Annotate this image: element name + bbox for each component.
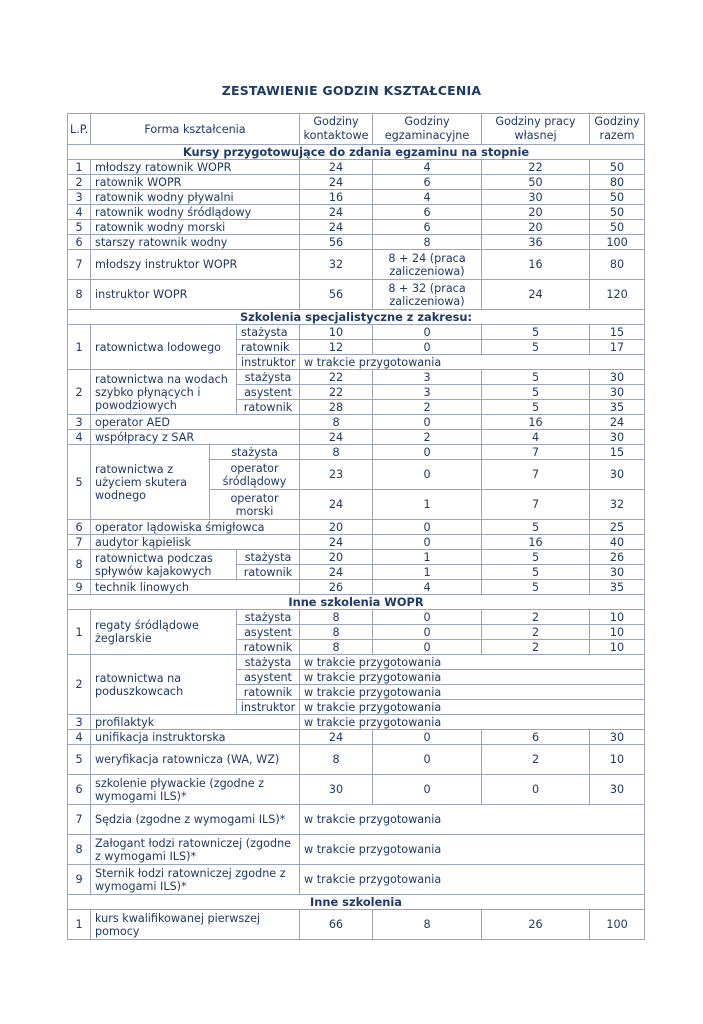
cell-razem: 35 xyxy=(590,580,645,595)
table-row xyxy=(68,805,645,835)
cell-wlasnej: 16 xyxy=(482,415,590,430)
table-row xyxy=(68,865,645,895)
section-title: Szkolenia specjalistyczne z zakresu: xyxy=(68,310,645,325)
cell-razem: 30 xyxy=(590,460,645,490)
table-row xyxy=(68,535,645,550)
row-lp: 9 xyxy=(68,580,91,595)
table-row xyxy=(68,370,645,385)
row-lp: 2 xyxy=(68,175,91,190)
cell-razem: 35 xyxy=(590,400,645,415)
wip-status: w trakcie przygotowania xyxy=(300,355,645,370)
cell-razem: 15 xyxy=(590,325,645,340)
table-row xyxy=(68,775,645,805)
row-lp: 6 xyxy=(68,520,91,535)
cell-egzaminacyjne: 4 xyxy=(373,190,482,205)
cell-razem: 30 xyxy=(590,430,645,445)
cell-kontaktowe: 16 xyxy=(300,190,373,205)
cell-egzaminacyjne: 1 xyxy=(373,490,482,520)
cell-razem: 30 xyxy=(590,370,645,385)
row-lp: 6 xyxy=(68,775,91,805)
cell-wlasnej: 50 xyxy=(482,175,590,190)
row-name: Sternik łodzi ratowniczej zgodne z wymogami ILS)* xyxy=(91,865,300,895)
row-name: młodszy ratownik WOPR xyxy=(91,160,300,175)
cell-egzaminacyjne: 4 xyxy=(373,160,482,175)
cell-wlasnej: 16 xyxy=(482,250,590,280)
row-name: audytor kąpielisk xyxy=(91,535,300,550)
cell-wlasnej: 5 xyxy=(482,325,590,340)
cell-egzaminacyjne: 0 xyxy=(373,610,482,625)
row-lp: 3 xyxy=(68,415,91,430)
cell-wlasnej: 5 xyxy=(482,520,590,535)
cell-egzaminacyjne: 0 xyxy=(373,520,482,535)
cell-kontaktowe: 8 xyxy=(300,445,373,460)
cell-egzaminacyjne: 6 xyxy=(373,175,482,190)
cell-kontaktowe: 26 xyxy=(300,580,373,595)
cell-egzaminacyjne: 2 xyxy=(373,400,482,415)
row-lp: 7 xyxy=(68,250,91,280)
header-lp: L.P. xyxy=(68,114,91,145)
cell-kontaktowe: 8 xyxy=(300,745,373,775)
cell-wlasnej: 2 xyxy=(482,640,590,655)
cell-wlasnej: 5 xyxy=(482,565,590,580)
sub-role: operator morski xyxy=(210,490,300,520)
cell-wlasnej: 16 xyxy=(482,535,590,550)
cell-egzaminacyjne: 1 xyxy=(373,565,482,580)
table-row xyxy=(68,520,645,535)
sub-role: stażysta xyxy=(237,370,300,385)
row-name: młodszy instruktor WOPR xyxy=(91,250,300,280)
table-row xyxy=(68,175,645,190)
cell-kontaktowe: 24 xyxy=(300,490,373,520)
cell-kontaktowe: 24 xyxy=(300,220,373,235)
row-lp: 1 xyxy=(68,160,91,175)
cell-razem: 50 xyxy=(590,205,645,220)
row-name: operator AED xyxy=(91,415,300,430)
cell-kontaktowe: 22 xyxy=(300,385,373,400)
row-lp: 3 xyxy=(68,190,91,205)
cell-egzaminacyjne: 8 + 32 (praca zaliczeniowa) xyxy=(373,280,482,310)
table-row xyxy=(68,430,645,445)
cell-kontaktowe: 66 xyxy=(300,910,373,940)
wip-status: w trakcie przygotowania xyxy=(300,655,645,670)
cell-razem: 17 xyxy=(590,340,645,355)
cell-kontaktowe: 24 xyxy=(300,430,373,445)
wip-status: w trakcie przygotowania xyxy=(300,865,645,895)
sub-role: stażysta xyxy=(237,325,300,340)
cell-razem: 30 xyxy=(590,385,645,400)
row-lp: 1 xyxy=(68,610,91,655)
wip-status: w trakcie przygotowania xyxy=(300,700,645,715)
cell-egzaminacyjne: 8 xyxy=(373,910,482,940)
cell-egzaminacyjne: 0 xyxy=(373,640,482,655)
wip-status: w trakcie przygotowania xyxy=(300,835,645,865)
row-name: unifikacja instruktorska xyxy=(91,730,300,745)
cell-razem: 10 xyxy=(590,640,645,655)
cell-kontaktowe: 32 xyxy=(300,250,373,280)
cell-kontaktowe: 20 xyxy=(300,550,373,565)
cell-wlasnej: 36 xyxy=(482,235,590,250)
row-name: ratownictwa z użyciem skutera wodnego xyxy=(91,445,210,520)
cell-egzaminacyjne: 1 xyxy=(373,550,482,565)
cell-wlasnej: 5 xyxy=(482,385,590,400)
cell-kontaktowe: 10 xyxy=(300,325,373,340)
cell-egzaminacyjne: 0 xyxy=(373,460,482,490)
cell-wlasnej: 20 xyxy=(482,205,590,220)
cell-razem: 80 xyxy=(590,175,645,190)
cell-razem: 50 xyxy=(590,190,645,205)
row-name: ratownictwa lodowego xyxy=(91,325,237,370)
sub-role: instruktor xyxy=(237,355,300,370)
row-lp: 3 xyxy=(68,715,91,730)
cell-razem: 26 xyxy=(590,550,645,565)
cell-wlasnej: 4 xyxy=(482,430,590,445)
cell-wlasnej: 20 xyxy=(482,220,590,235)
sub-role: asystent xyxy=(237,385,300,400)
table-row xyxy=(68,550,645,565)
cell-razem: 120 xyxy=(590,280,645,310)
cell-razem: 40 xyxy=(590,535,645,550)
hours-table xyxy=(67,113,645,940)
cell-wlasnej: 26 xyxy=(482,910,590,940)
table-row xyxy=(68,220,645,235)
row-name: ratownik WOPR xyxy=(91,175,300,190)
table-row xyxy=(68,445,645,460)
wip-status: w trakcie przygotowania xyxy=(300,805,645,835)
cell-kontaktowe: 30 xyxy=(300,775,373,805)
cell-kontaktowe: 8 xyxy=(300,610,373,625)
sub-role: ratownik xyxy=(237,640,300,655)
row-lp: 7 xyxy=(68,805,91,835)
sub-role: ratownik xyxy=(237,565,300,580)
row-name: ratownictwa podczas spływów kajakowych xyxy=(91,550,237,580)
cell-egzaminacyjne: 8 + 24 (praca zaliczeniowa) xyxy=(373,250,482,280)
cell-kontaktowe: 8 xyxy=(300,640,373,655)
sub-role: stażysta xyxy=(237,655,300,670)
table-row xyxy=(68,910,645,940)
cell-wlasnej: 5 xyxy=(482,400,590,415)
row-lp: 9 xyxy=(68,865,91,895)
cell-kontaktowe: 23 xyxy=(300,460,373,490)
row-lp: 8 xyxy=(68,835,91,865)
table-row xyxy=(68,655,645,670)
cell-egzaminacyjne: 0 xyxy=(373,775,482,805)
sub-role: asystent xyxy=(237,625,300,640)
cell-razem: 32 xyxy=(590,490,645,520)
table-row xyxy=(68,190,645,205)
row-lp: 4 xyxy=(68,205,91,220)
cell-egzaminacyjne: 0 xyxy=(373,340,482,355)
document-title: ZESTAWIENIE GODZIN KSZTAŁCENIA xyxy=(221,83,482,98)
wip-status: w trakcie przygotowania xyxy=(300,715,645,730)
cell-egzaminacyjne: 3 xyxy=(373,370,482,385)
table-row xyxy=(68,280,645,310)
cell-kontaktowe: 8 xyxy=(300,415,373,430)
cell-kontaktowe: 24 xyxy=(300,205,373,220)
cell-razem: 80 xyxy=(590,250,645,280)
sub-role: ratownik xyxy=(237,400,300,415)
header-wlasnej: Godziny pracy własnej xyxy=(482,114,590,145)
cell-wlasnej: 0 xyxy=(482,775,590,805)
cell-egzaminacyjne: 6 xyxy=(373,205,482,220)
table-row xyxy=(68,205,645,220)
row-name: Załogant łodzi ratowniczej (zgodne z wymogami ILS)* xyxy=(91,835,300,865)
cell-egzaminacyjne: 6 xyxy=(373,220,482,235)
cell-kontaktowe: 20 xyxy=(300,520,373,535)
cell-egzaminacyjne: 3 xyxy=(373,385,482,400)
table-row xyxy=(68,730,645,745)
cell-wlasnej: 7 xyxy=(482,490,590,520)
cell-razem: 10 xyxy=(590,745,645,775)
row-lp: 5 xyxy=(68,445,91,520)
table-row xyxy=(68,715,645,730)
row-name: weryfikacja ratownicza (WA, WZ) xyxy=(91,745,300,775)
cell-egzaminacyjne: 0 xyxy=(373,625,482,640)
cell-razem: 50 xyxy=(590,160,645,175)
cell-razem: 50 xyxy=(590,220,645,235)
section-title: Kursy przygotowujące do zdania egzaminu na stopnie xyxy=(68,145,645,160)
sub-role: ratownik xyxy=(237,340,300,355)
cell-wlasnej: 30 xyxy=(482,190,590,205)
row-name: regaty śródlądowe żeglarskie xyxy=(91,610,237,655)
sub-role: operator śródlądowy xyxy=(210,460,300,490)
cell-razem: 25 xyxy=(590,520,645,535)
cell-razem: 100 xyxy=(590,235,645,250)
cell-egzaminacyjne: 2 xyxy=(373,430,482,445)
cell-razem: 100 xyxy=(590,910,645,940)
cell-razem: 30 xyxy=(590,730,645,745)
cell-wlasnej: 2 xyxy=(482,625,590,640)
section-title: Inne szkolenia xyxy=(68,895,645,910)
table-row xyxy=(68,235,645,250)
cell-razem: 10 xyxy=(590,625,645,640)
sub-role: ratownik xyxy=(237,685,300,700)
header-row xyxy=(68,114,645,145)
table-row xyxy=(68,610,645,625)
row-name: Sędzia (zgodne z wymogami ILS)* xyxy=(91,805,300,835)
sub-role: stażysta xyxy=(237,610,300,625)
row-lp: 1 xyxy=(68,325,91,370)
row-name: kurs kwalifikowanej pierwszej pomocy xyxy=(91,910,300,940)
wip-status: w trakcie przygotowania xyxy=(300,670,645,685)
table-row xyxy=(68,325,645,340)
cell-egzaminacyjne: 0 xyxy=(373,415,482,430)
header-forma: Forma kształcenia xyxy=(91,114,300,145)
table-row xyxy=(68,250,645,280)
table-row xyxy=(68,580,645,595)
row-lp: 7 xyxy=(68,535,91,550)
row-lp: 8 xyxy=(68,550,91,580)
wip-status: w trakcie przygotowania xyxy=(300,685,645,700)
cell-razem: 24 xyxy=(590,415,645,430)
cell-kontaktowe: 24 xyxy=(300,160,373,175)
row-name: ratownictwa na poduszkowcach xyxy=(91,655,237,715)
row-name: operator lądowiska śmigłowca xyxy=(91,520,300,535)
cell-egzaminacyjne: 4 xyxy=(373,580,482,595)
row-lp: 5 xyxy=(68,745,91,775)
row-lp: 4 xyxy=(68,430,91,445)
table-row xyxy=(68,415,645,430)
cell-wlasnej: 22 xyxy=(482,160,590,175)
cell-razem: 15 xyxy=(590,445,645,460)
header-egzaminacyjne: Godziny egzaminacyjne xyxy=(373,114,482,145)
cell-razem: 10 xyxy=(590,610,645,625)
cell-kontaktowe: 12 xyxy=(300,340,373,355)
cell-wlasnej: 2 xyxy=(482,610,590,625)
cell-kontaktowe: 28 xyxy=(300,400,373,415)
row-name: szkolenie pływackie (zgodne z wymogami ILS)* xyxy=(91,775,300,805)
cell-wlasnej: 24 xyxy=(482,280,590,310)
table-row xyxy=(68,160,645,175)
header-razem: Godziny razem xyxy=(590,114,645,145)
section-title: Inne szkolenia WOPR xyxy=(68,595,645,610)
cell-wlasnej: 7 xyxy=(482,445,590,460)
cell-egzaminacyjne: 8 xyxy=(373,235,482,250)
cell-wlasnej: 2 xyxy=(482,745,590,775)
cell-wlasnej: 7 xyxy=(482,460,590,490)
sub-role: stażysta xyxy=(210,445,300,460)
cell-wlasnej: 6 xyxy=(482,730,590,745)
cell-razem: 30 xyxy=(590,565,645,580)
row-name: ratownik wodny morski xyxy=(91,220,300,235)
row-name: ratownictwa na wodach szybko płynących i powodziowych xyxy=(91,370,237,415)
cell-kontaktowe: 24 xyxy=(300,175,373,190)
cell-kontaktowe: 22 xyxy=(300,370,373,385)
row-lp: 2 xyxy=(68,655,91,715)
cell-egzaminacyjne: 0 xyxy=(373,745,482,775)
row-name: ratownik wodny pływalni xyxy=(91,190,300,205)
row-name: ratownik wodny śródlądowy xyxy=(91,205,300,220)
cell-kontaktowe: 56 xyxy=(300,280,373,310)
row-name: technik linowych xyxy=(91,580,300,595)
cell-wlasnej: 5 xyxy=(482,580,590,595)
row-lp: 1 xyxy=(68,910,91,940)
cell-kontaktowe: 24 xyxy=(300,535,373,550)
table-row xyxy=(68,835,645,865)
cell-egzaminacyjne: 0 xyxy=(373,445,482,460)
sub-role: instruktor xyxy=(237,700,300,715)
cell-kontaktowe: 56 xyxy=(300,235,373,250)
cell-razem: 30 xyxy=(590,775,645,805)
row-name: instruktor WOPR xyxy=(91,280,300,310)
row-lp: 4 xyxy=(68,730,91,745)
cell-egzaminacyjne: 0 xyxy=(373,325,482,340)
cell-wlasnej: 5 xyxy=(482,340,590,355)
row-name: profilaktyk xyxy=(91,715,300,730)
row-lp: 6 xyxy=(68,235,91,250)
header-kontaktowe: Godziny kontaktowe xyxy=(300,114,373,145)
row-lp: 5 xyxy=(68,220,91,235)
cell-kontaktowe: 24 xyxy=(300,565,373,580)
cell-kontaktowe: 24 xyxy=(300,730,373,745)
cell-egzaminacyjne: 0 xyxy=(373,535,482,550)
cell-wlasnej: 5 xyxy=(482,550,590,565)
sub-role: asystent xyxy=(237,670,300,685)
row-name: starszy ratownik wodny xyxy=(91,235,300,250)
cell-kontaktowe: 8 xyxy=(300,625,373,640)
row-lp: 2 xyxy=(68,370,91,415)
row-lp: 8 xyxy=(68,280,91,310)
cell-wlasnej: 5 xyxy=(482,370,590,385)
cell-egzaminacyjne: 0 xyxy=(373,730,482,745)
row-name: współpracy z SAR xyxy=(91,430,300,445)
table-row xyxy=(68,745,645,775)
sub-role: stażysta xyxy=(237,550,300,565)
